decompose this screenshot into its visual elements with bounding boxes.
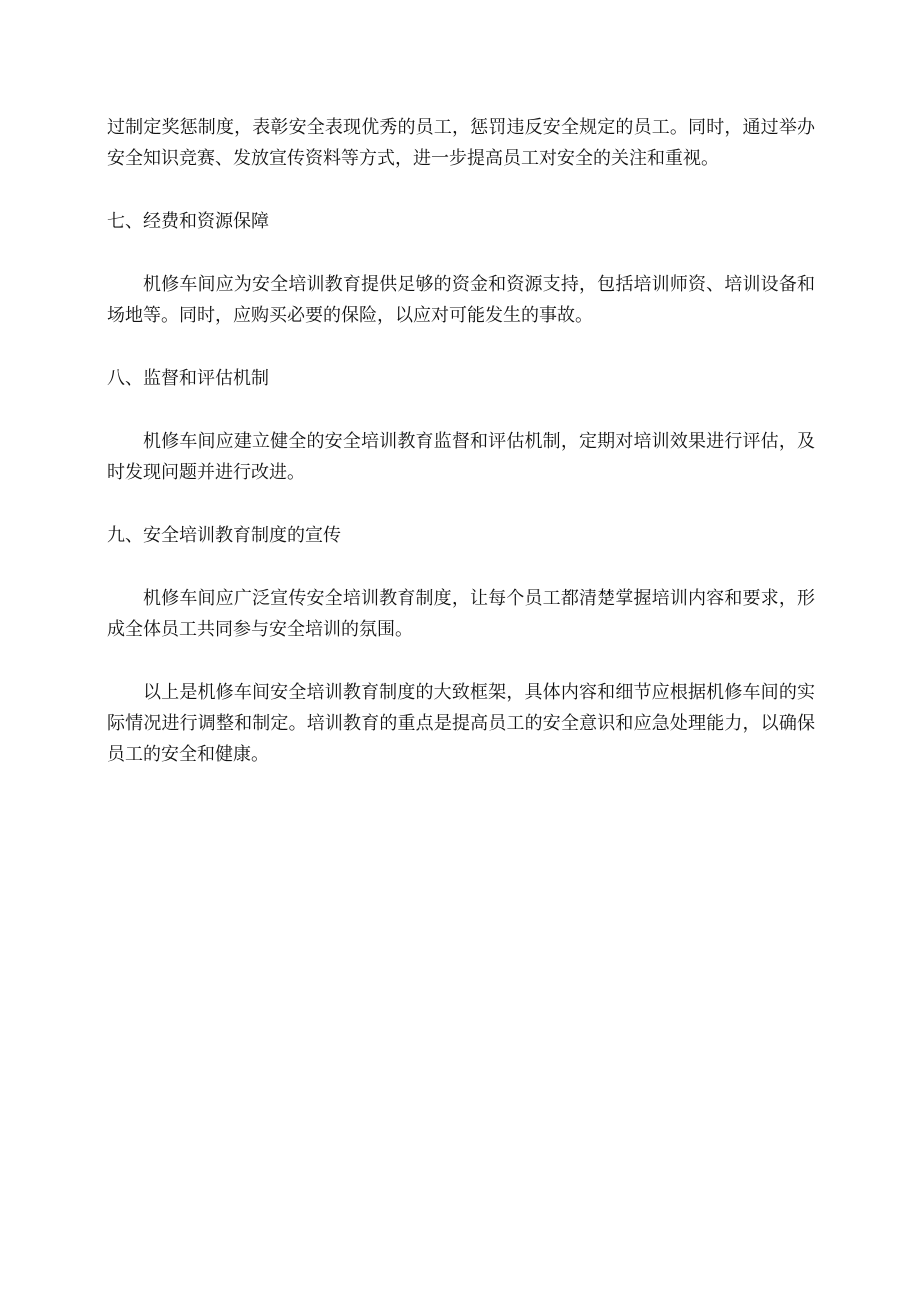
section-9-body: 机修车间应广泛宣传安全培训教育制度，让每个员工都清楚掌握培训内容和要求，形成全体员工共同参与安全培训的氛围。 [107,588,815,640]
section-7-body: 机修车间应为安全培训教育提供足够的资金和资源支持，包括培训师资、培训设备和场地等。同时，应购买必要的保险，以应对可能发生的事故。 [107,274,815,326]
intro-paragraph: 过制定奖惩制度，表彰安全表现优秀的员工，惩罚违反安全规定的员工。同时，通过举办安全知识竞赛、发放宣传资料等方式，进一步提高员工对安全的关注和重视。 [107,117,815,169]
section-9-heading: 九、安全培训教育制度的宣传 [107,525,341,546]
section-8-heading: 八、监督和评估机制 [107,368,269,389]
section-8-body: 机修车间应建立健全的安全培训教育监督和评估机制，定期对培训效果进行评估，及时发现问题并进行改进。 [107,431,815,483]
document-page [107,112,815,770]
conclusion-paragraph: 以上是机修车间安全培训教育制度的大致框架，具体内容和细节应根据机修车间的实际情况进行调整和制定。培训教育的重点是提高员工的安全意识和应急处理能力，以确保员工的安全和健康。 [107,682,815,765]
section-7-heading: 七、经费和资源保障 [107,211,269,232]
